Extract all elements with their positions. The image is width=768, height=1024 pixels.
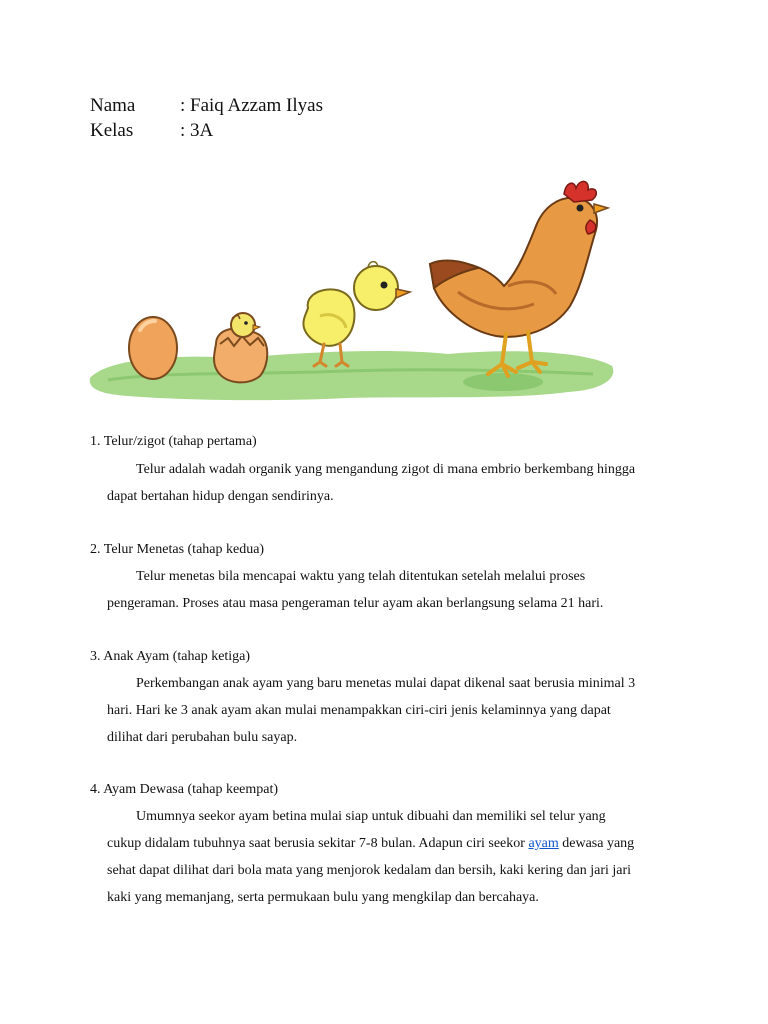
paragraph-line: dilihat dari perubahan bulu sayap. [107, 730, 298, 745]
paragraph-line: Umumnya seekor ayam betina mulai siap untuk dibuahi dan memiliki sel telur yang [136, 809, 606, 824]
chicken-life-cycle-illustration [88, 168, 618, 420]
paragraph-text: dewasa yang [562, 836, 635, 851]
hatching-chick-icon [214, 313, 267, 382]
section-3-title: 3. Anak Ayam (tahap ketiga) [90, 649, 251, 664]
hen-icon [430, 181, 608, 376]
paragraph-line: Perkembangan anak ayam yang baru menetas mulai dapat dikenal saat berusia minimal 3 [136, 676, 636, 691]
paragraph-line: Telur menetas bila mencapai waktu yang telah ditentukan setelah melalui proses [136, 569, 586, 584]
section-3-paragraph [107, 670, 682, 751]
paragraph-line: Telur adalah wadah organik yang mengandung zigot di mana embrio berkembang hingga [136, 462, 636, 477]
paragraph-line: kaki yang memanjang, serta permukaan bulu yang mengkilap dan bercahaya. [107, 890, 539, 905]
section-4-paragraph [107, 803, 682, 911]
paragraph-text: cukup didalam tubuhnya saat berusia sekitar 7-8 bulan. Adapun ciri seekor [107, 836, 525, 851]
section-2-paragraph [107, 563, 682, 617]
paragraph-line: dapat bertahan hidup dengan sendirinya. [107, 489, 334, 504]
ayam-link[interactable]: ayam [528, 836, 559, 851]
name-label: Nama [90, 95, 136, 116]
paragraph-line: hari. Hari ke 3 anak ayam akan mulai menampakkan ciri-ciri jenis kelaminnya yang dapat [107, 703, 611, 718]
section-4-title: 4. Ayam Dewasa (tahap keempat) [90, 782, 279, 797]
class-value: : 3A [180, 120, 214, 141]
paragraph-line [107, 830, 682, 857]
class-label: Kelas [90, 120, 134, 141]
paragraph-line: sehat dapat dilihat dari bola mata yang menjorok kedalam dan bersih, kaki kering dan jari jari [107, 863, 632, 878]
paragraph-line: pengeraman. Proses atau masa pengeraman telur ayam akan berlangsung selama 21 hari. [107, 596, 604, 611]
section-1-title: 1. Telur/zigot (tahap pertama) [90, 434, 257, 449]
chick-icon [303, 262, 410, 366]
section-1-paragraph [107, 456, 682, 510]
egg-icon [129, 317, 177, 379]
section-2-title: 2. Telur Menetas (tahap kedua) [90, 542, 265, 557]
name-value: : Faiq Azzam Ilyas [180, 95, 323, 116]
